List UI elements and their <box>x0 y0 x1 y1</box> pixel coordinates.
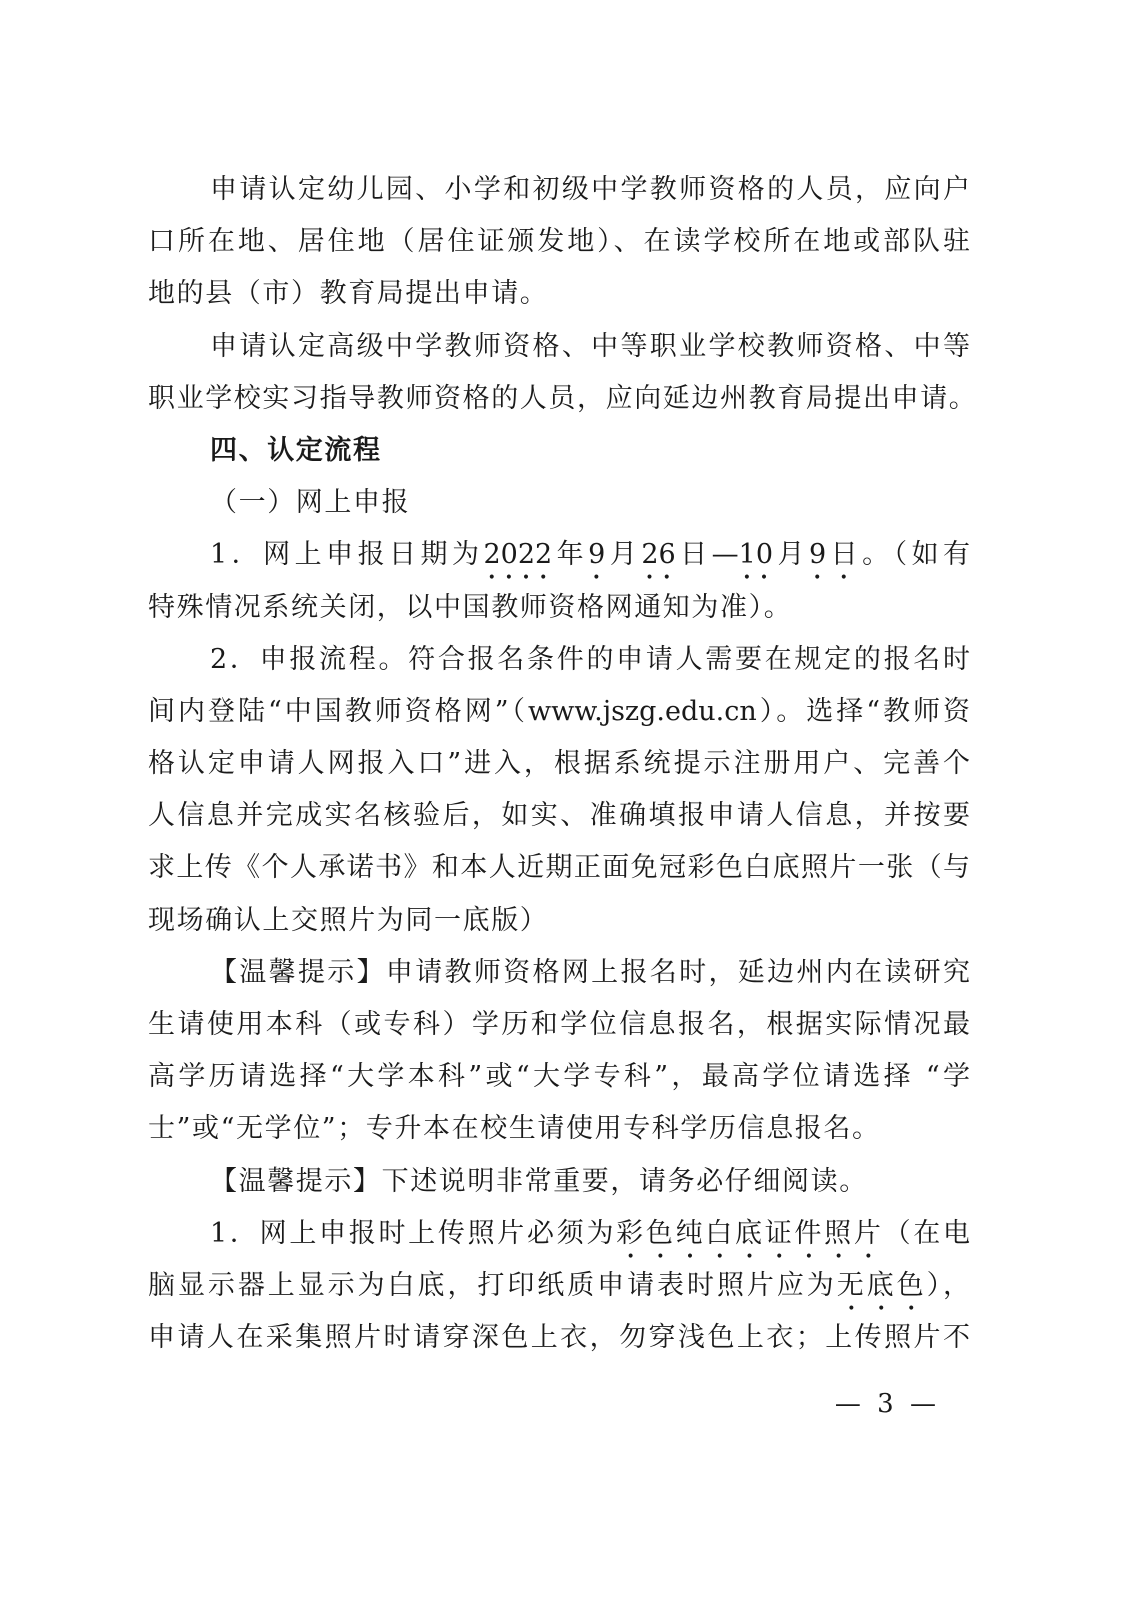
text-segment: 特殊情况系统关闭，以中国教师资格网通知为准）。 <box>148 591 793 623</box>
text-line <box>148 738 970 790</box>
text-line <box>148 895 970 947</box>
text-segment: 申请认定高级中学教师资格、中等职业学校教师资格、中等 <box>210 330 970 362</box>
emphasized-text: 2022 <box>483 539 553 571</box>
emphasized-text: 9 <box>588 539 606 571</box>
text-segment: 格认定申请人网报入口”进入，根据系统提示注册用户、完善个 <box>148 748 970 780</box>
text-line <box>148 790 970 842</box>
text-line <box>148 1051 970 1103</box>
text-segment: 口所在地、居住地（居住证颁发地）、在读学校所在地或部队驻 <box>148 226 970 258</box>
text-line <box>148 947 970 999</box>
text-segment: 求上传《个人承诺书》和本人近期正面免冠彩色白底照片一张（与 <box>148 852 970 884</box>
emphasized-text: 彩色纯白底证件照片 <box>616 1217 884 1249</box>
text-segment: 四、认定流程 <box>210 434 382 466</box>
text-line <box>148 268 970 320</box>
text-segment: 生请使用本科（或专科）学历和学位信息报名，根据实际情况最 <box>148 1009 970 1040</box>
text-segment: 职业学校实习指导教师资格的人员，应向延边州教育局提出申请。 <box>148 382 978 414</box>
text-segment: 士”或“无学位”；专升本在校生请使用专科学历信息报名。 <box>148 1113 881 1145</box>
text-line <box>148 1312 970 1364</box>
text-line <box>148 1260 970 1312</box>
text-segment: 。（如有 <box>862 539 971 571</box>
text-line <box>148 1156 970 1208</box>
text-line <box>148 164 970 216</box>
text-segment: 申请人在采集照片时请穿深色上衣，勿穿浅色上衣；上传照片不 <box>148 1322 970 1354</box>
page-number: — 3 — <box>834 1389 940 1419</box>
text-line <box>148 842 970 894</box>
text-segment: 地的县（市）教育局提出申请。 <box>148 278 549 310</box>
text-line <box>148 686 970 738</box>
text-segment: 人信息并完成实名核验后，如实、准确填报申请人信息，并按要 <box>148 800 970 832</box>
section-heading <box>148 425 970 477</box>
text-segment: 2．申报流程。符合报名条件的申请人需要在规定的报名时 <box>210 643 970 675</box>
emphasized-text: 10 <box>738 539 774 571</box>
text-line <box>148 373 978 425</box>
text-segment: （一）网上申报 <box>210 487 411 519</box>
emphasized-text: 26 <box>641 539 676 571</box>
text-line <box>148 1103 970 1155</box>
text-segment: 日— <box>675 539 739 571</box>
subsection-heading <box>148 477 970 529</box>
text-segment: 【温馨提示】下述说明非常重要，请务必仔细阅读。 <box>210 1165 868 1197</box>
text-line <box>148 582 970 634</box>
text-line <box>148 634 970 686</box>
text-line <box>148 1208 970 1260</box>
text-segment: 申请认定幼儿园、小学和初级中学教师资格的人员，应向户 <box>210 174 970 205</box>
text-segment: 高学历请选择“大学本科”或“大学专科”，最高学位请选择 “学 <box>148 1061 970 1093</box>
text-line <box>148 529 970 581</box>
text-segment: 月 <box>605 539 642 571</box>
emphasized-text: 9日 <box>808 539 863 571</box>
text-segment: 【温馨提示】申请教师资格网上报名时，延边州内在读研究 <box>210 956 970 988</box>
text-line <box>148 321 970 373</box>
text-segment: 月 <box>773 539 809 571</box>
emphasized-text: 无底色 <box>836 1269 927 1301</box>
text-segment: 间内登陆“中国教师资格网”（www.jszg.edu.cn）。选择“教师资 <box>148 695 970 727</box>
text-segment: 1．网上申报日期为 <box>210 539 484 571</box>
text-segment: 脑显示器上显示为白底，打印纸质申请表时照片应为 <box>148 1269 837 1301</box>
document-body <box>148 164 978 1364</box>
text-line <box>148 216 970 268</box>
text-segment: （在电 <box>883 1217 971 1249</box>
text-line <box>148 999 970 1051</box>
text-segment: 1．网上申报时上传照片必须为 <box>210 1217 617 1249</box>
text-segment: 现场确认上交照片为同一底版） <box>148 904 549 936</box>
text-segment: 年 <box>552 539 589 571</box>
text-segment: ）， <box>926 1269 971 1301</box>
